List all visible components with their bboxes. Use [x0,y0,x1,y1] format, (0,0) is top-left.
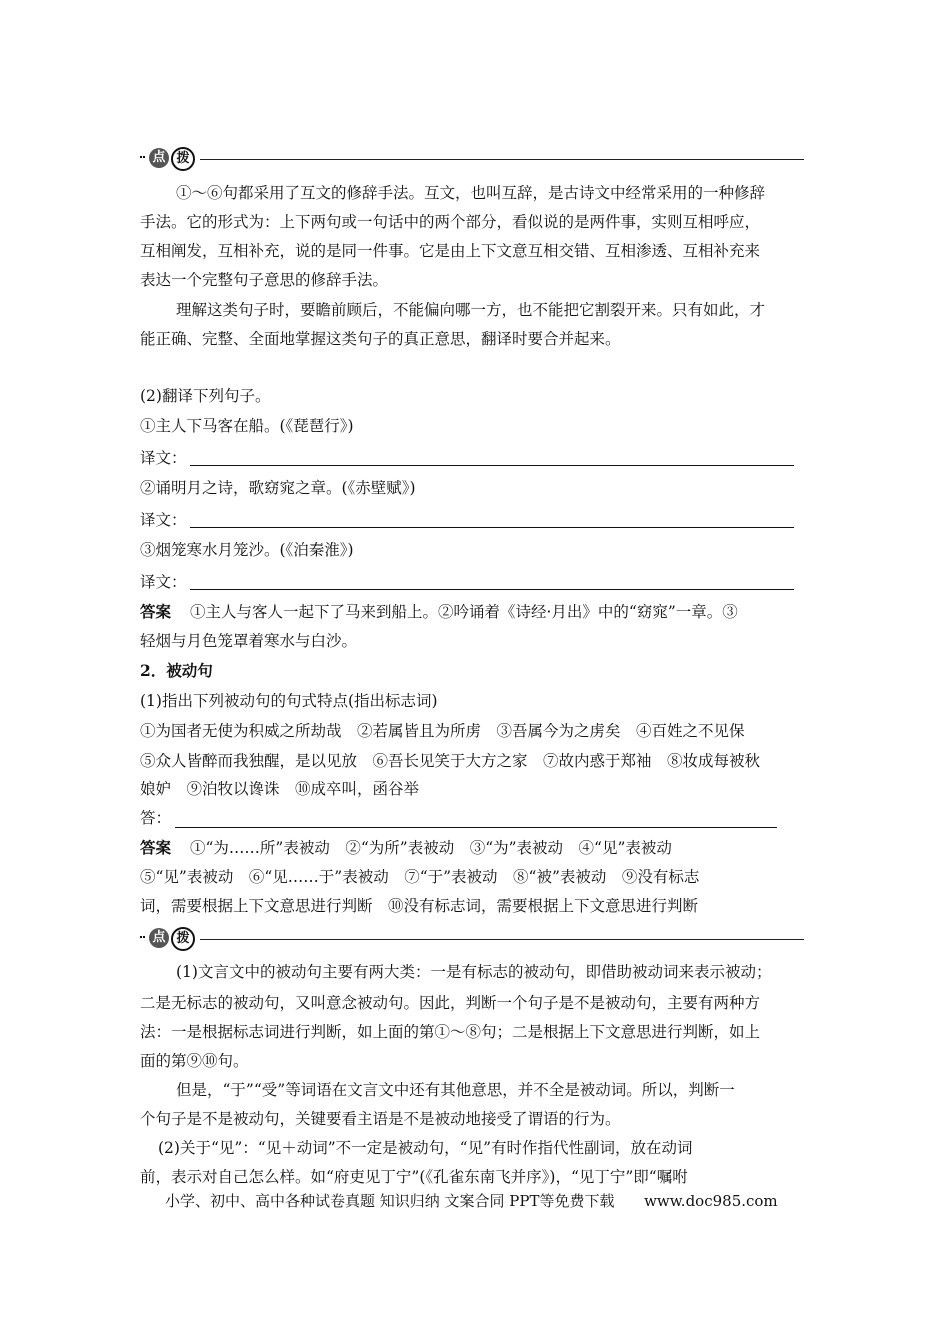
note-text-line: 但是，“于”“受”等词语在文言文中还有其他意思，并不全是被动词。所以，判断一 [176,1081,735,1099]
translation-label: 译文： [140,511,187,529]
note-badge-dian: 点 [149,148,169,168]
note-text-line: 能正确、完整、全面地掌握这类句子的真正意思，翻译时要合并起来。 [140,330,621,348]
note-text-line: 表达一个完整句子意思的修辞手法。 [140,271,389,289]
question-item: 娘妒 ⑨泊牧以谗诛 ⑩成卒叫，函谷举 [140,780,420,798]
question-item: ③烟笼寒水月笼沙。(《泊秦淮》) [140,541,354,559]
note-header [140,927,804,951]
question-title: (1)指出下列被动句的句式特点(指出标志词) [140,692,438,710]
question-item: ⑤众人皆醉而我独醒，是以见放 ⑥吾长见笑于大方之家 ⑦故内惑于郑袖 ⑧妆成每被秋 [140,752,761,770]
translation-label: 译文： [140,573,187,591]
answer-text: ⑤“见”表被动 ⑥“见……于”表被动 ⑦“于”表被动 ⑧“被”表被动 ⑨没有标志 [140,868,700,886]
question-title: (2)翻译下列句子。 [140,387,271,405]
answer-label: 答案 [140,602,172,621]
dots-decoration [140,156,148,162]
answer-text: ①“为……所”表被动 ②“为所”表被动 ③“为”表被动 ④“见”表被动 [190,839,672,857]
note-text-line: ①～⑥句都采用了互文的修辞手法。互文，也叫互辞，是古诗文中经常采用的一种修辞 [176,184,766,202]
answer-label: 答案 [140,838,172,857]
note-rule [200,939,804,940]
note-badge-dian: 点 [149,928,169,948]
note-text-line: (2)关于“见”：“见＋动词”不一定是被动句，“见”有时作指代性副词，放在动词 [158,1139,693,1157]
note-text-line: 法：一是根据标志词进行判断，如上面的第①～⑧句；二是根据上下文意思进行判断，如上 [140,1023,761,1041]
translation-label: 译文： [140,449,187,467]
note-text-line: 面的第⑨⑩句。 [140,1052,249,1070]
note-rule [200,159,804,160]
note-text-line: 手法。它的形式为：上下两句或一句话中的两个部分，看似说的是两件事，实则互相呼应， [140,213,761,231]
note-text-line: 二是无标志的被动句，又叫意念被动句。因此，判断一个句子是不是被动句，主要有两种方 [140,994,761,1012]
answer-blank[interactable] [175,827,777,828]
footer-url[interactable]: www.doc985.com [644,1192,778,1210]
section-heading: 2．被动句 [140,661,213,680]
note-text-line: 理解这类句子时，要瞻前顾后，不能偏向哪一方，也不能把它割裂开来。只有如此，才 [176,301,766,319]
answer-text: ①主人与客人一起下了马来到船上。②吟诵着《诗经·月出》中的“窈窕”一章。③ [190,603,738,621]
question-item: ②诵明月之诗，歌窈窕之章。(《赤壁赋》) [140,479,416,497]
answer-text: 词，需要根据上下文意思进行判断 ⑩没有标志词，需要根据上下文意思进行判断 [140,897,699,915]
note-text-line: 前，表示对自己怎么样。如“府吏见丁宁”(《孔雀东南飞并序》)，“见丁宁”即“嘱咐 [140,1168,688,1186]
answer-text: 轻烟与月色笼罩着寒水与白沙。 [140,632,358,650]
question-item: ①为国者无使为积威之所劫哉 ②若属皆且为所虏 ③吾属今为之虏矣 ④百姓之不见保 [140,722,745,740]
question-item: ①主人下马客在船。(《琵琶行》) [140,417,354,435]
note-text-line: (1)文言文中的被动句主要有两大类：一是有标志的被动句，即借助被动词来表示被动； [176,963,772,981]
footer-text: 小学、初中、高中各种试卷真题 知识归纳 文案合同 PPT等免费下载 [165,1192,615,1210]
footer [165,1191,778,1211]
note-header [140,147,804,171]
note-badge-bo: 拨 [171,147,195,171]
answer-prompt-label: 答： [140,809,172,827]
answer-blank[interactable] [190,589,794,590]
note-badge-bo: 拨 [171,927,195,951]
note-text-line: 个句子是不是被动句，关键要看主语是不是被动地接受了谓语的行为。 [140,1110,621,1128]
dots-decoration [140,936,148,942]
note-text-line: 互相阐发，互相补充，说的是同一件事。它是由上下文意互相交错、互相渗透、互相补充来 [140,242,761,260]
answer-blank[interactable] [190,527,794,528]
answer-blank[interactable] [190,465,794,466]
